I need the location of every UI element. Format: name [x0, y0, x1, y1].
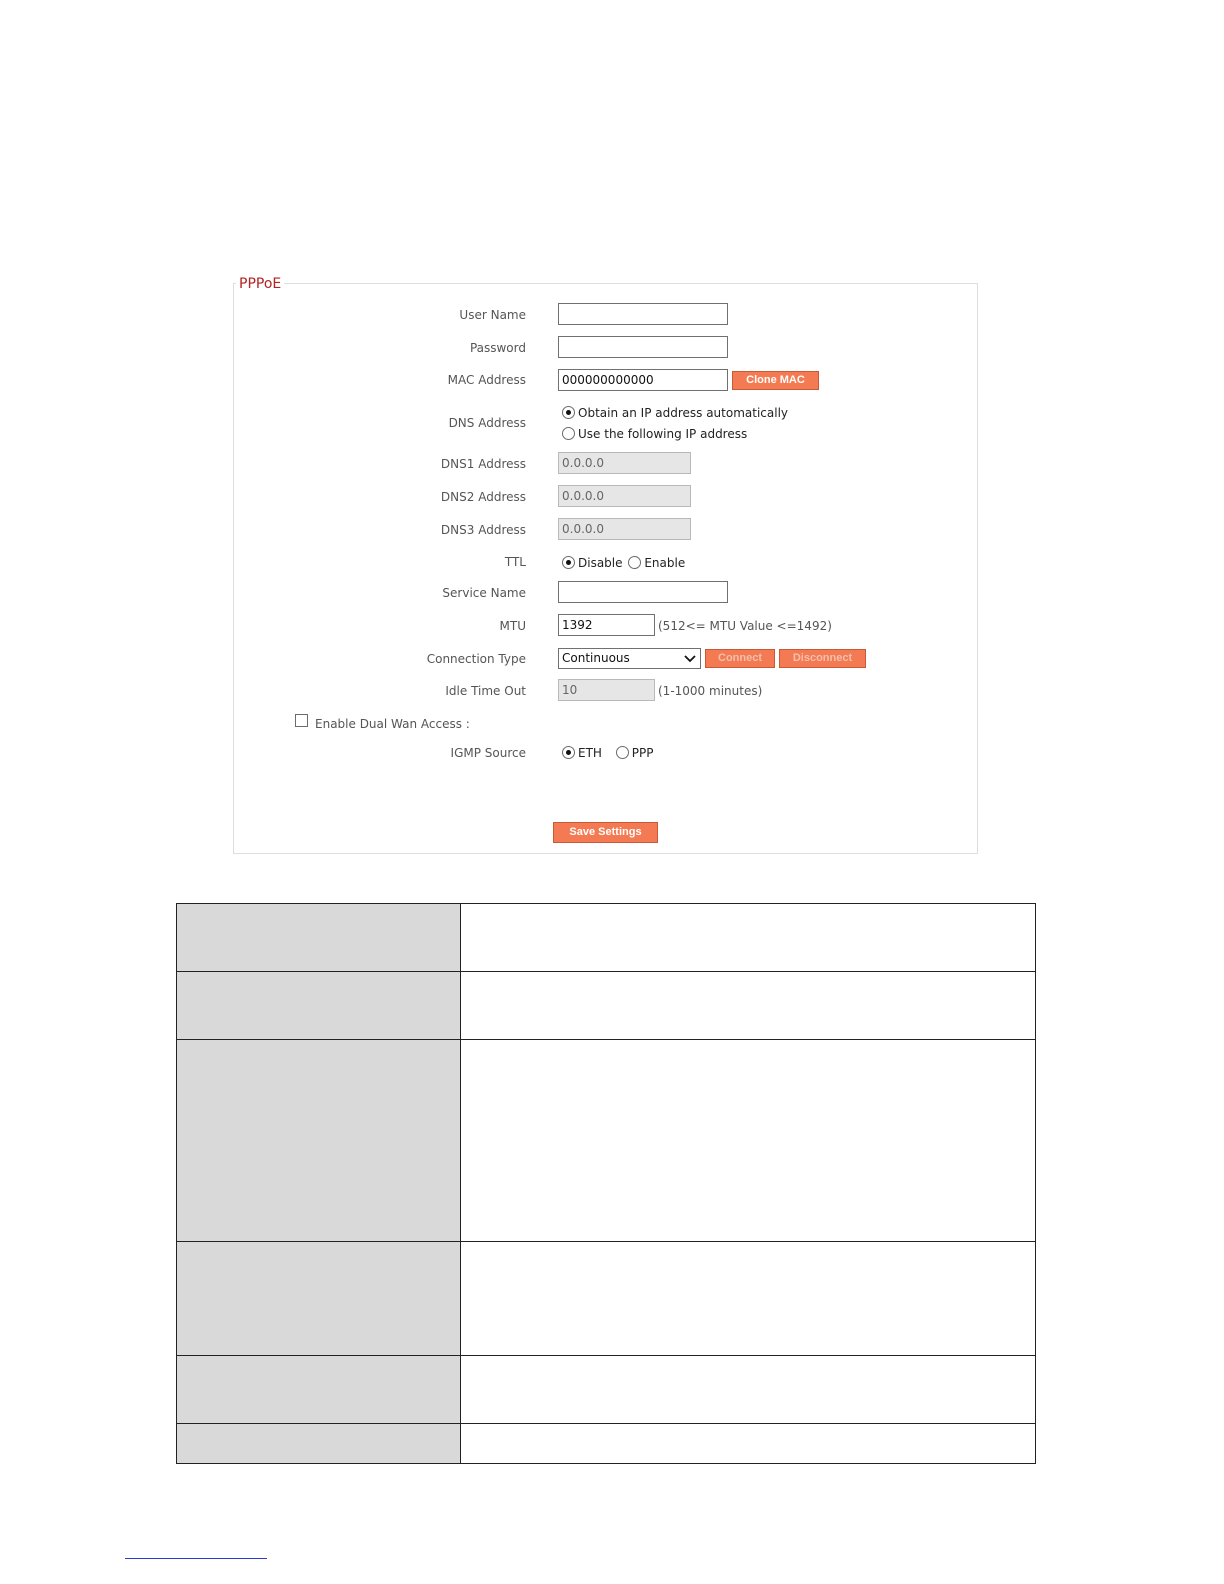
dns-auto-radio[interactable]: [562, 406, 575, 419]
igmp-eth-radio[interactable]: [562, 746, 575, 759]
table-value-cell: [461, 1356, 1036, 1424]
disconnect-button[interactable]: Disconnect: [779, 649, 866, 668]
igmp-ppp-label: PPP: [631, 746, 654, 760]
ttl-disable-label: Disable: [578, 556, 623, 570]
footer-link-underline[interactable]: [125, 1558, 267, 1559]
idle-time-out-hint: (1-1000 minutes): [658, 684, 763, 698]
table-value-cell: [461, 1242, 1036, 1356]
table-row: [177, 1424, 1036, 1464]
user-name-input[interactable]: [558, 303, 728, 325]
pppoe-legend: PPPoE: [236, 275, 284, 293]
table-row: [177, 1242, 1036, 1356]
dns1-input[interactable]: [558, 452, 691, 474]
table-key-cell: [177, 904, 461, 972]
service-name-label: Service Name: [442, 586, 526, 600]
dns-manual-radio[interactable]: [562, 427, 575, 440]
connection-type-select[interactable]: [558, 648, 701, 669]
table-key-cell: [177, 1040, 461, 1242]
ttl-enable-label: Enable: [644, 556, 686, 570]
table-value-cell: [461, 1424, 1036, 1464]
dns2-input[interactable]: [558, 485, 691, 507]
clone-mac-button[interactable]: Clone MAC: [732, 371, 819, 390]
table-key-cell: [177, 1424, 461, 1464]
igmp-ppp-radio[interactable]: [616, 746, 629, 759]
mac-address-input[interactable]: [558, 369, 728, 391]
mtu-input[interactable]: [558, 614, 655, 636]
table-key-cell: [177, 1242, 461, 1356]
igmp-source-options: [562, 745, 653, 761]
dual-wan-checkbox[interactable]: [295, 714, 308, 727]
mtu-hint: (512<= MTU Value <=1492): [658, 619, 832, 633]
dns-auto-label: Obtain an IP address automatically: [578, 406, 789, 420]
dns-manual-label: Use the following IP address: [578, 427, 748, 441]
dns1-label: DNS1 Address: [440, 457, 526, 471]
ttl-enable-radio[interactable]: [628, 556, 641, 569]
ttl-disable-radio[interactable]: [562, 556, 575, 569]
connect-button[interactable]: Connect: [705, 649, 775, 668]
table-value-cell: [461, 972, 1036, 1040]
save-settings-button[interactable]: Save Settings: [553, 822, 658, 843]
service-name-input[interactable]: [558, 581, 728, 603]
table-row: [177, 904, 1036, 972]
mtu-label: MTU: [499, 619, 526, 633]
description-table: [176, 903, 1036, 1464]
chevron-down-icon: [683, 649, 697, 674]
table-key-cell: [177, 972, 461, 1040]
dual-wan-label: Enable Dual Wan Access :: [315, 717, 470, 731]
igmp-eth-label: ETH: [578, 746, 602, 760]
table-value-cell: [461, 1040, 1036, 1242]
dns-address-label: DNS Address: [448, 416, 526, 430]
idle-time-out-label: Idle Time Out: [445, 684, 526, 698]
password-label: Password: [469, 341, 526, 355]
connection-type-label: Connection Type: [426, 652, 526, 666]
password-input[interactable]: [558, 336, 728, 358]
table-row: [177, 972, 1036, 1040]
table-row: [177, 1040, 1036, 1242]
mac-address-label: MAC Address: [447, 373, 526, 387]
dns3-label: DNS3 Address: [440, 523, 526, 537]
igmp-source-label: IGMP Source: [450, 746, 526, 760]
dns2-label: DNS2 Address: [440, 490, 526, 504]
user-name-label: User Name: [459, 308, 526, 322]
ttl-options: [562, 555, 685, 571]
dns-manual-option[interactable]: [562, 426, 747, 442]
dns3-input[interactable]: [558, 518, 691, 540]
dns-auto-option[interactable]: [562, 405, 788, 421]
table-row: [177, 1356, 1036, 1424]
ttl-label: TTL: [504, 555, 526, 569]
table-value-cell: [461, 904, 1036, 972]
idle-time-out-input[interactable]: [558, 679, 655, 701]
connection-type-value: Continuous: [562, 651, 630, 665]
table-key-cell: [177, 1356, 461, 1424]
